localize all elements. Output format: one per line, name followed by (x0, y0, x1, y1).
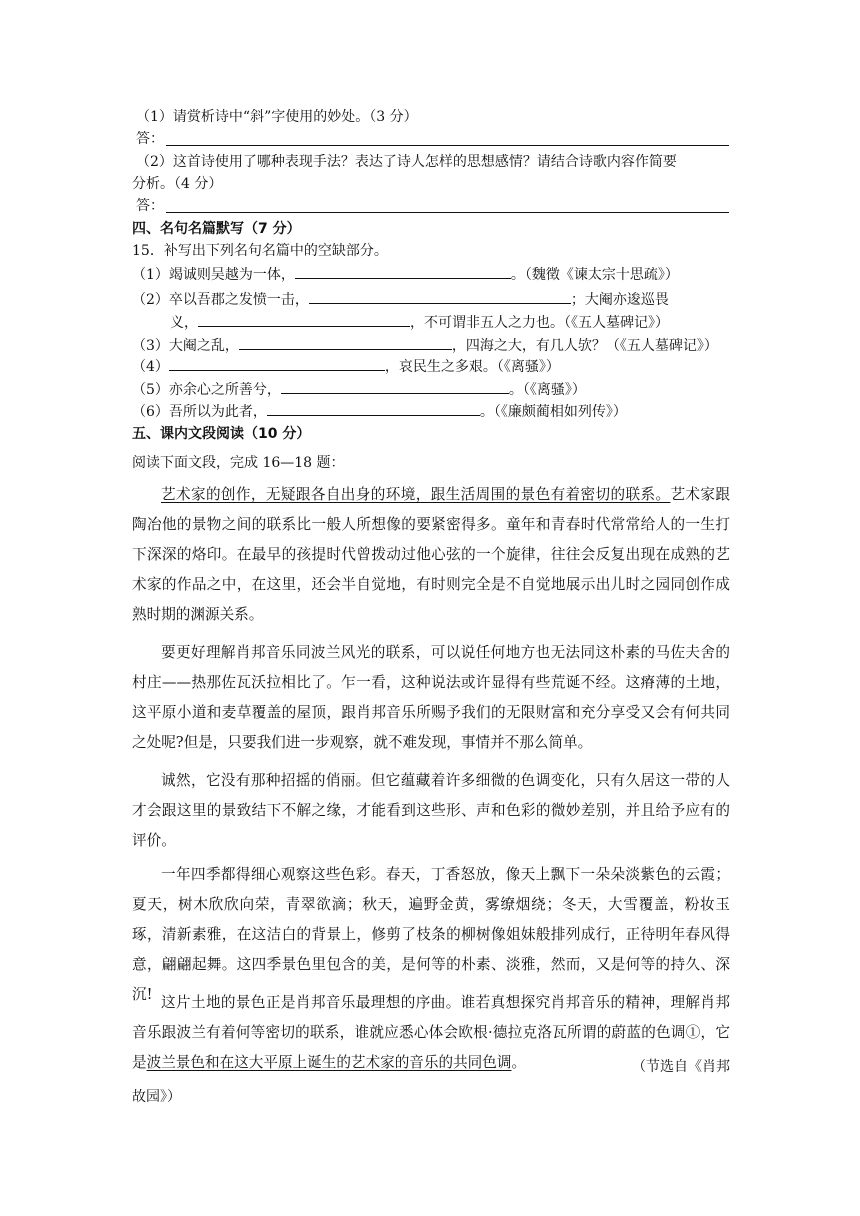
fill-blank[interactable] (281, 379, 509, 394)
fill-blank[interactable] (198, 312, 410, 327)
fill-blank[interactable] (267, 401, 480, 416)
answer-label: 答： (136, 131, 164, 147)
fill-item-6: （6）吾所以为此者， 。（《廉颇蔺相如列传》） (132, 401, 627, 422)
passage-paragraph-2: 要更好理解肖邦音乐同波兰风光的联系，可以说任何地方也无法同这朴素的马佐夫舍的村庄——热那佐瓦沃拉相比了。乍一看，这种说法或许显得有些荒诞不经。这瘠薄的土地，这平原小道和麦草覆盖的屋顶，跟肖邦音乐所赐予我们的无限财富和充分享受又会有何共同之处呢?但是，只要我们进一步观察，就不难发现，事情并不那么简单。 (132, 644, 730, 751)
underlined-phrase: 波兰景色和在这大平原上诞生的艺术家的音乐的共同色调 (146, 1054, 512, 1071)
answer-line-2[interactable] (166, 212, 729, 213)
fill-item-3: （3）大阉之乱， ，四海之大，有几人欤？（《五人墓碑记》） (132, 335, 718, 356)
underlined-sentence: 艺术家的创作，无疑跟各自出身的环境，跟生活周围的景色有着密切的联系。 (161, 486, 671, 503)
source-note-cont: 故园》） (132, 1089, 181, 1105)
section-4-heading: 四、名句名篇默写（7 分） (132, 221, 301, 237)
fill-item-5: （5）亦余心之所善兮， 。（《离骚》） (132, 379, 586, 400)
answer-line-1[interactable] (166, 145, 729, 146)
fill-item-2: （2）卒以吾郡之发愤一击， ；大阉亦逡巡畏 (132, 289, 669, 310)
fill-item-4: （4） ，哀民生之多艰。（《离骚》） (132, 356, 560, 377)
source-note: （节选自《肖邦 (632, 1059, 730, 1075)
passage-paragraph-5: 这片土地的景色正是肖邦音乐最理想的序曲。谁若真想探究肖邦音乐的精神，理解肖邦音乐跟波兰有着何等密切的联系，谁就应悉心体会欧根·德拉克洛瓦所谓的蔚蓝的色调①，它是波兰景色和在这大平原上诞生的艺术家的音乐的共同色调。 (132, 994, 730, 1071)
q14-sub1: （1）请赏析诗中“斜”字使用的妙处。（3 分） (136, 109, 418, 125)
passage-paragraph-4: 一年四季都得细心观察这些色彩。春天，丁香怒放，像天上飘下一朵朵淡紫色的云霞；夏天，树木欣欣向荣，青翠欲滴；秋天，遍野金黄，雾缭烟绕；冬天，大雪覆盖，粉妆玉琢，清新素雅，在这洁白的背景上，修剪了枝条的柳树像姐妹般排列成行，正待明年春风得意，翩翩起舞。这四季景色里包含的美，是何等的朴素、淡雅，然而，又是何等的持久、深沉! (132, 866, 730, 1003)
fill-item-1: （1）竭诚则吴越为一体， 。（魏徵《谏太宗十思疏》） (132, 264, 679, 285)
reading-intro: 阅读下面文段，完成 16—18 题： (132, 455, 345, 471)
fill-blank[interactable] (169, 356, 385, 371)
fill-item-2-cont: 义， ，不可谓非五人之力也。（《五人墓碑记》） (170, 312, 669, 333)
answer-label: 答： (136, 198, 164, 214)
fill-blank[interactable] (239, 335, 452, 350)
q15-prompt: 15．补写出下列名句名篇中的空缺部分。 (132, 243, 388, 259)
passage-paragraph-3: 诚然，它没有那种招摇的俏丽。但它蕴藏着许多细微的色调变化，只有久居这一带的人才会跟这里的景致结下不解之缘，才能看到这些形、声和色彩的微妙差别，并且给予应有的评价。 (132, 772, 730, 849)
fill-blank[interactable] (309, 289, 571, 304)
fill-blank[interactable] (295, 264, 511, 279)
section-5-heading: 五、课内文段阅读（10 分） (132, 426, 311, 442)
q14-sub2-line2: 分析。（4 分） (132, 176, 223, 192)
q14-sub2-line1: （2）这首诗使用了哪种表现手法？表达了诗人怎样的思想感情？请结合诗歌内容作简要 (136, 154, 677, 170)
passage-paragraph-1: 艺术家的创作，无疑跟各自出身的环境，跟生活周围的景色有着密切的联系。艺术家跟陶冶他的景物之间的联系比一般人所想像的要紧密得多。童年和青春时代常常给人的一生打下深深的烙印。在最早的孩提时代曾拨动过他心弦的一个旋律，往往会反复出现在成熟的艺术家的作品之中，在这里，还会半自觉地，有时则完全是不自觉地展示出儿时之园同创作成熟时期的渊源关系。 (132, 486, 730, 623)
